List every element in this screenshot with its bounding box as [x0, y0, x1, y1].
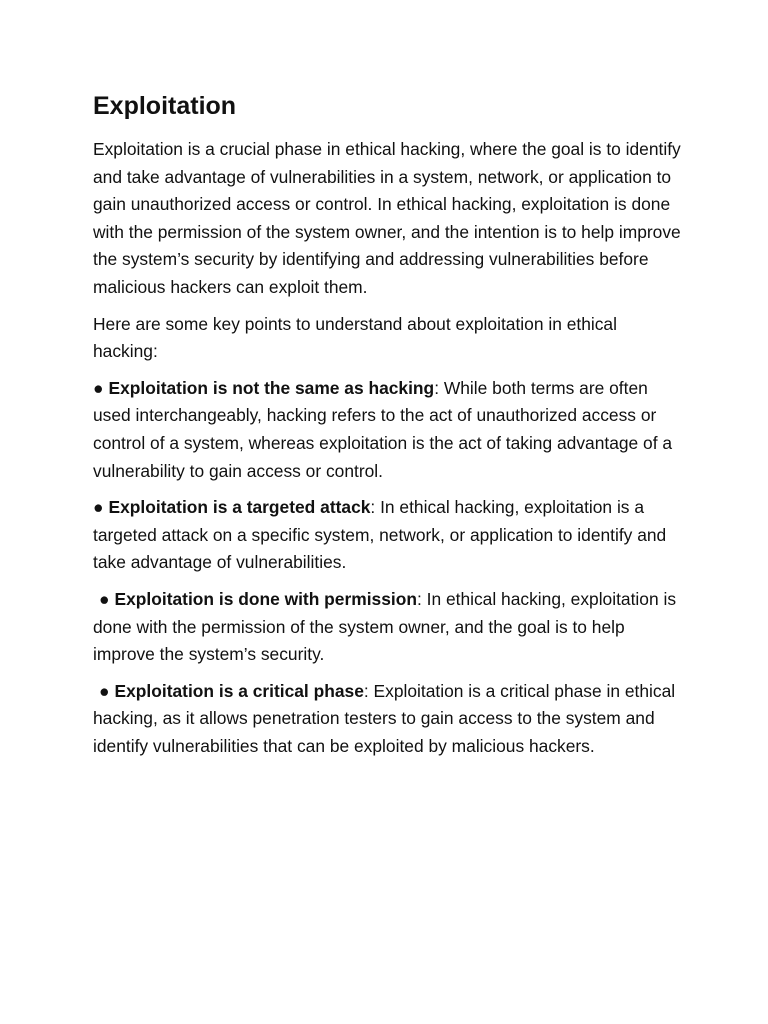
bullet-icon: ● — [99, 680, 110, 701]
key-point-4 — [93, 678, 683, 761]
key-point-text: : Exploitation is a critical phase in ethical hacking, as it allows penetration testers to gain access to the system and identify vulnerabilities that can be exploited by malicious hackers. — [93, 680, 676, 756]
key-point-1 — [93, 375, 683, 485]
key-point-3 — [93, 586, 683, 669]
bullet-icon: ● — [93, 377, 104, 398]
intro-paragraph: Exploitation is a crucial phase in ethical hacking, where the goal is to identify and take advantage of vulnerabilities in a system, network, or application to gain unauthorized access or control. In ethical hacking, exploitation is done with the permission of the system owner, and the intention is to help improve the system’s security by identifying and addressing vulnerabilities before malicious hackers can exploit them. — [93, 139, 681, 297]
key-point-term: Exploitation is a targeted attack — [108, 497, 371, 518]
key-point-term: Exploitation is a critical phase — [114, 680, 364, 701]
bullet-icon: ● — [99, 588, 110, 609]
key-point-text: : In ethical hacking, exploitation is done with the permission of the system owner, and the goal is to help improve the system’s security. — [93, 588, 677, 665]
lead-in-paragraph: Here are some key points to understand about exploitation in ethical hacking: — [93, 313, 617, 362]
key-point-2 — [93, 494, 683, 577]
key-point-text: : In ethical hacking, exploitation is a targeted attack on a specific system, network, or application to identify and take advantage of vulnerabilities. — [93, 497, 667, 573]
key-point-text: : While both terms are often used interchangeably, hacking refers to the act of unauthorized access or control of a system, whereas exploitation is the act of taking advantage of a vulnerability to gain access or control. — [93, 377, 673, 481]
page-title: Exploitation — [93, 92, 237, 120]
document-page — [93, 86, 683, 769]
key-point-term: Exploitation is not the same as hacking — [108, 377, 435, 398]
key-point-term: Exploitation is done with permission — [114, 588, 417, 609]
bullet-icon: ● — [93, 497, 104, 518]
